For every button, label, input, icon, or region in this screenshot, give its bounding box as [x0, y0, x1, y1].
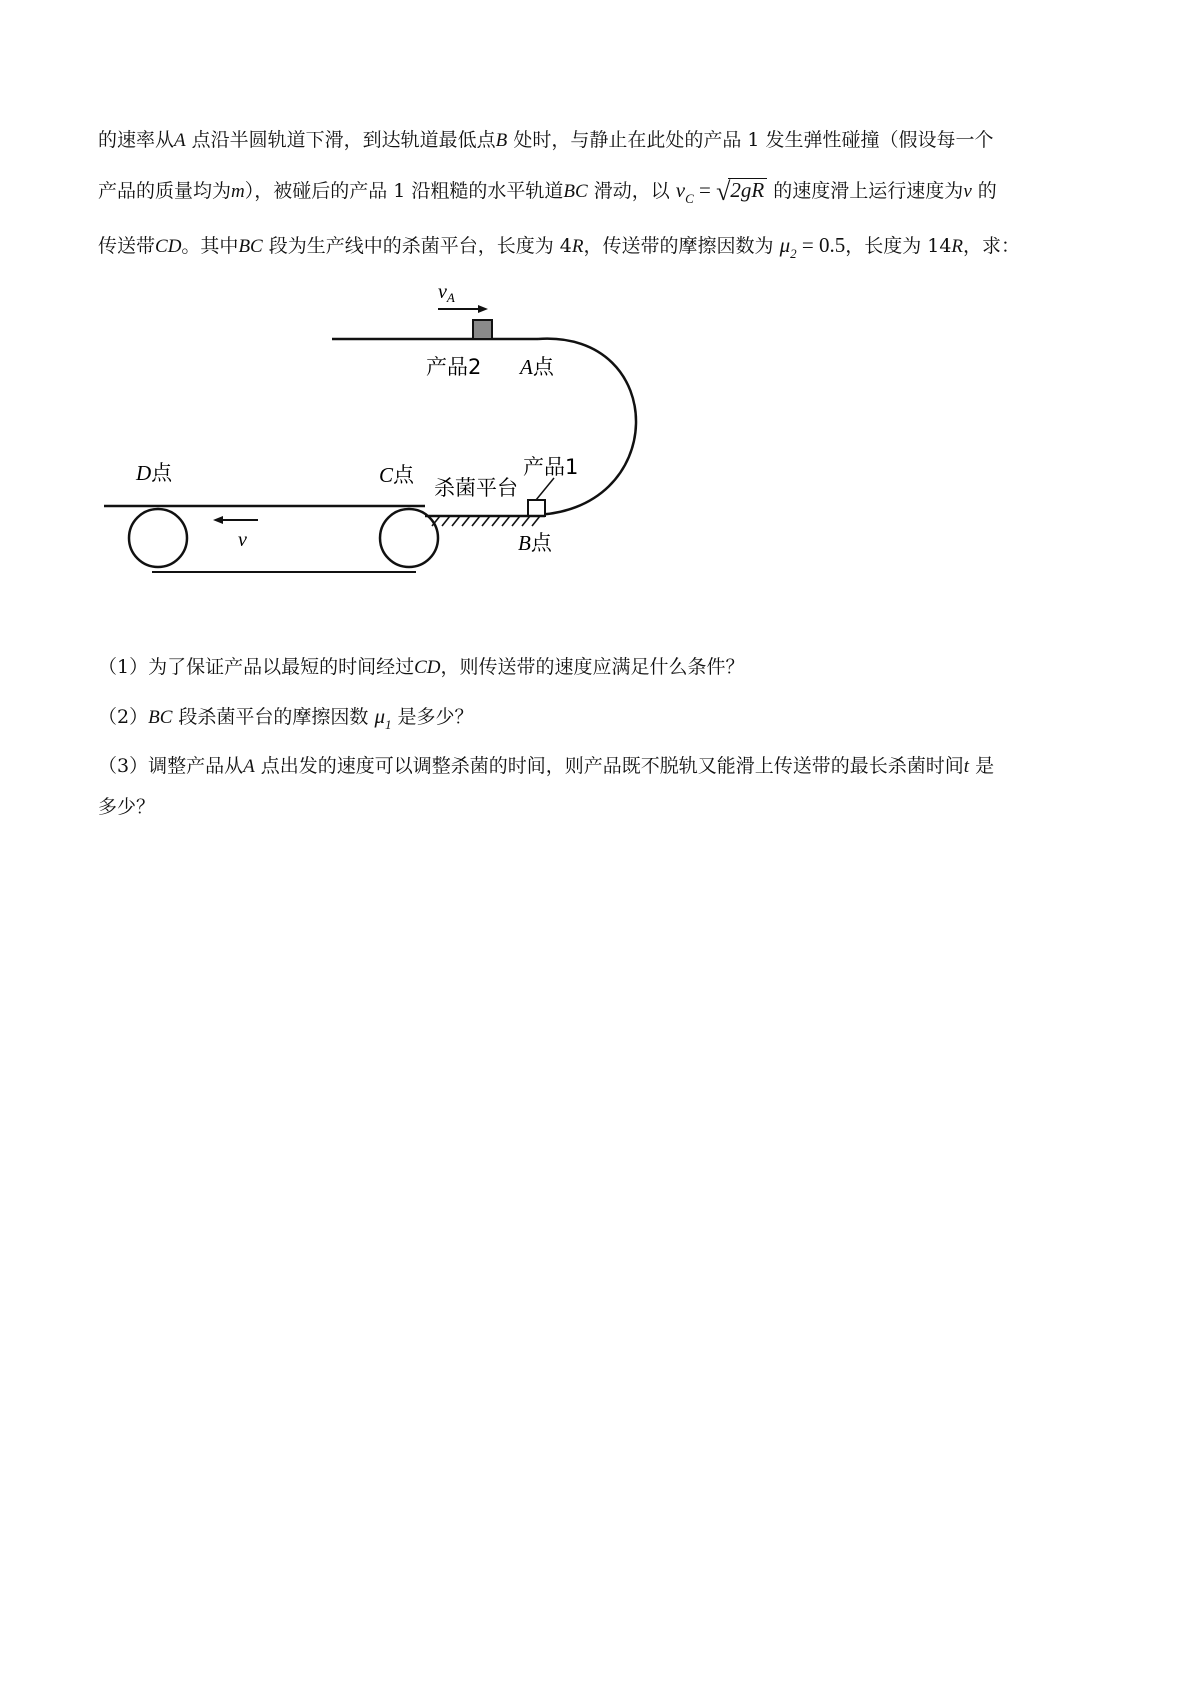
- text: 。其中: [181, 235, 239, 257]
- text: 是: [969, 755, 995, 777]
- text: ，长度为 14: [845, 235, 952, 257]
- label-point-D: D点: [136, 461, 173, 485]
- equals: =: [693, 178, 717, 202]
- var-t: t: [963, 756, 970, 777]
- text: 段杀菌平台的摩擦因数: [172, 706, 369, 728]
- text: ，则传送带的速度应满足什么条件？: [440, 656, 745, 678]
- var-v: v: [675, 178, 686, 202]
- question-3-cont: [98, 794, 1108, 820]
- equals-value: = 0.5: [796, 233, 846, 257]
- text: 的速度滑上运行速度为: [773, 180, 964, 202]
- sqrt-content: 2gR: [728, 178, 767, 201]
- product-2-block: [473, 320, 492, 339]
- label-vA: $v_A$: [438, 281, 455, 305]
- formula-mu2: [779, 233, 846, 261]
- text: 段为生产线中的杀菌平台，长度为 4: [262, 235, 572, 257]
- text: （1）为了保证产品以最短的时间经过: [98, 656, 415, 678]
- text: 处时，与静止在此处的产品 1 发生弹性碰撞（假设每一个: [507, 129, 994, 151]
- text: 滑动，以: [587, 180, 670, 202]
- var-mu: μ: [779, 233, 791, 257]
- subscript: 1: [385, 717, 392, 732]
- text: 点沿半圆轨道下滑，到达轨道最低点: [185, 129, 496, 151]
- var-CD: CD: [155, 236, 182, 257]
- var-B: B: [495, 130, 508, 151]
- product-1-block: [528, 500, 545, 516]
- formula-mu1: [374, 704, 392, 732]
- question-3: [98, 753, 1108, 780]
- text: 的: [971, 180, 997, 202]
- var-BC: BC: [238, 236, 263, 257]
- label-product-2: 产品2: [426, 355, 482, 379]
- right-roller: [380, 509, 438, 567]
- subscript: C: [685, 191, 694, 206]
- sqrt-icon: √: [716, 177, 731, 206]
- label-product-1: 产品1: [523, 455, 579, 479]
- text: 点出发的速度可以调整杀菌的时间，则产品既不脱轨又能滑上传送带的最长杀菌时间: [254, 755, 964, 777]
- text: 是多少？: [391, 706, 474, 728]
- left-roller: [129, 509, 187, 567]
- var-v: v: [963, 181, 972, 202]
- var-BC: BC: [563, 181, 588, 202]
- var-A: A: [174, 130, 186, 151]
- var-A: A: [243, 756, 255, 777]
- text: 传送带: [98, 235, 156, 257]
- var-m: m: [231, 181, 245, 202]
- label-platform: 杀菌平台: [434, 476, 518, 500]
- var-BC: BC: [148, 707, 173, 728]
- label-point-B: B点: [518, 531, 552, 555]
- intro-line-1: [98, 127, 1108, 154]
- text: ），被碰后的产品 1 沿粗糙的水平轨道: [244, 180, 564, 202]
- var-CD: CD: [414, 657, 441, 678]
- text: ，求：: [963, 235, 1021, 257]
- text: ，传送带的摩擦因数为: [583, 235, 774, 257]
- label-point-A: A点: [520, 355, 554, 379]
- label-point-C: C点: [379, 463, 415, 487]
- formula-vc: [675, 177, 767, 206]
- text: （2）: [98, 706, 149, 728]
- text: （3）调整产品从: [98, 755, 244, 777]
- product-1-pointer: [536, 478, 554, 500]
- var-R: R: [951, 236, 964, 257]
- question-2: [98, 703, 1108, 732]
- arrowhead-icon: [213, 516, 223, 524]
- text: 产品的质量均为: [98, 180, 232, 202]
- platform-hatching: [432, 516, 540, 526]
- var-mu: μ: [374, 704, 386, 728]
- question-1: [98, 654, 1108, 681]
- conveyor-diagram: [0, 270, 1200, 610]
- intro-line-2: [98, 176, 1108, 206]
- var-R: R: [571, 236, 584, 257]
- text: 多少？: [98, 796, 156, 818]
- label-v: v: [238, 529, 247, 551]
- intro-line-3: [98, 232, 1108, 261]
- arrowhead-icon: [478, 305, 488, 313]
- subscript: 2: [790, 246, 797, 261]
- text: 的速率从: [98, 129, 175, 151]
